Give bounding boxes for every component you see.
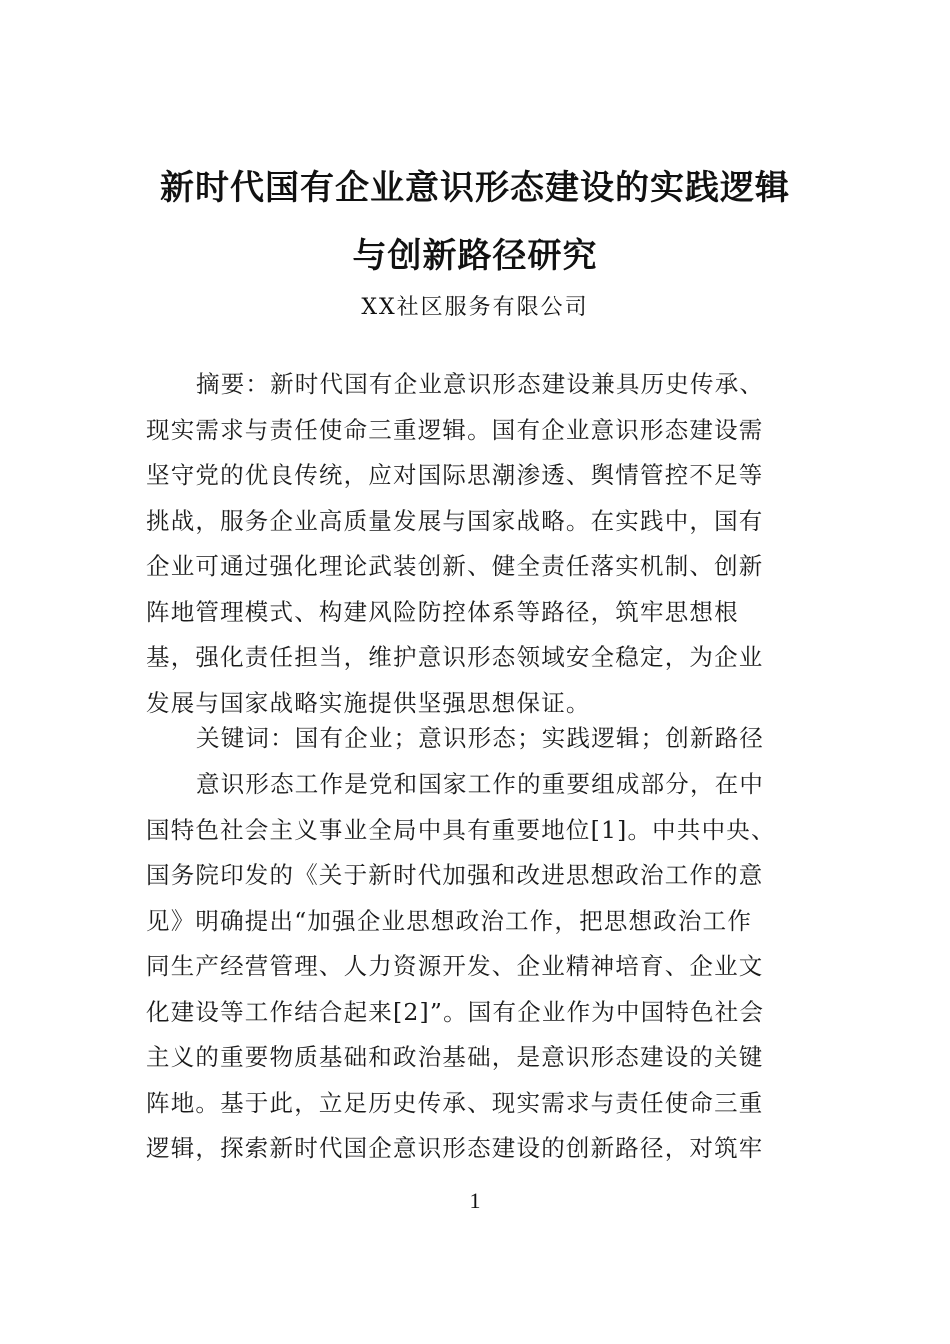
keywords-line: 关键词：国有企业；意识形态；实践逻辑；创新路径 [196,724,765,752]
abstract-line: 摘要：新时代国有企业意识形态建设兼具历史传承、 [196,370,765,398]
page-number: 1 [469,1188,481,1213]
document-title-line-2: 与创新路径研究 [352,236,598,276]
organization-name: XX社区服务有限公司 [361,295,589,320]
body-line: 逻辑，探索新时代国企意识形态建设的创新路径，对筑牢 [146,1134,764,1162]
body-line: 主义的重要物质基础和政治基础，是意识形态建设的关键 [146,1043,764,1071]
body-line: 化建设等工作结合起来[2]”。国有企业作为中国特色社会 [146,997,765,1026]
body-line: 国务院印发的《关于新时代加强和改进思想政治工作的意 [146,861,764,889]
body-line: 同生产经营管理、人力资源开发、企业精神培育、企业文 [146,952,764,980]
body-line: 国特色社会主义事业全局中具有重要地位[1]。中共中央、 [146,815,776,844]
abstract-line: 现实需求与责任使命三重逻辑。国有企业意识形态建设需 [146,415,764,444]
abstract-line: 企业可通过强化理论武装创新、健全责任落实机制、创新 [146,552,764,580]
body-line: 阵地。基于此，立足历史传承、现实需求与责任使命三重 [146,1088,764,1117]
abstract-line: 发展与国家战略实施提供坚强思想保证。 [146,688,591,717]
document-title-line-1: 新时代国有企业意识形态建设的实践逻辑 [160,168,790,208]
abstract-paragraph [146,362,806,726]
keywords-paragraph [146,716,806,762]
body-line: 意识形态工作是党和国家工作的重要组成部分，在中 [196,770,765,798]
abstract-line: 阵地管理模式、构建风险防控体系等路径，筑牢思想根 [146,597,739,626]
abstract-line: 挑战，服务企业高质量发展与国家战略。在实践中，国有 [146,506,764,535]
body-line: 见》明确提出“加强企业思想政治工作，把思想政治工作 [146,906,753,935]
abstract-line: 坚守党的优良传统，应对国际思潮渗透、舆情管控不足等 [146,461,764,489]
abstract-line: 基，强化责任担当，维护意识形态领域安全稳定，为企业 [146,643,764,671]
body-paragraph [146,762,806,1172]
